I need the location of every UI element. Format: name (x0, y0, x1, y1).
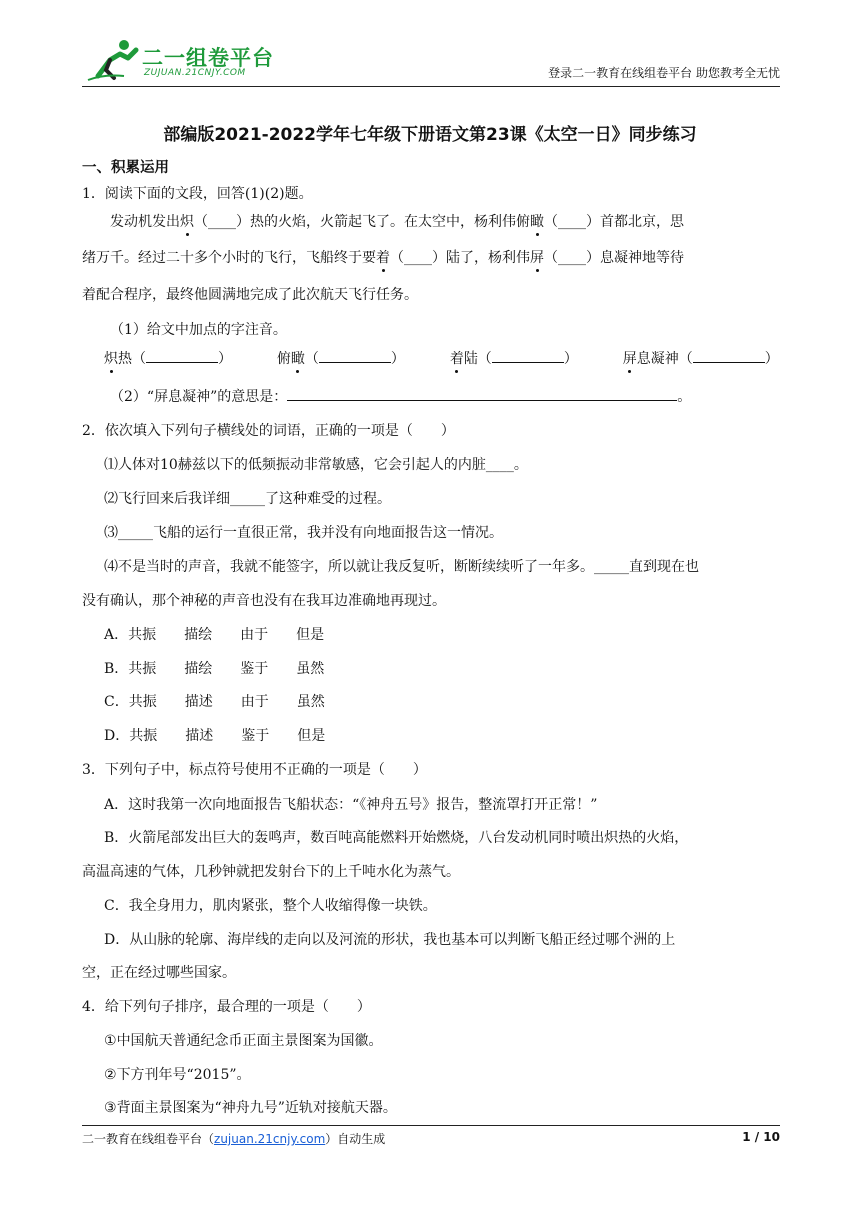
runner-logo-icon (84, 36, 140, 82)
q2-stem: 2．依次填入下列句子横线处的词语，正确的一项是（ ） (82, 423, 455, 439)
page-number: 1 / 10 (742, 1130, 780, 1144)
q1-passage-line2: 绪万千。经过二十多个小时的飞行，飞船终于要着（____）陆了，杨利伟屏（____）息凝神地等待 (82, 250, 684, 266)
pinyin-item-1: 炽热（ ） (104, 351, 232, 367)
q2-sentence-1: ⑴人体对10赫兹以下的低频振动非常敏感，它会引起人的内脏____。 (104, 457, 528, 473)
q1-passage-line1: 发动机发出炽（____）热的火焰，火箭起飞了。在太空中，杨利伟俯瞰（____）首都北京，思 (110, 214, 684, 230)
q1-answer-row (104, 348, 779, 369)
page-header (82, 36, 780, 87)
q3-option-b[interactable]: B．火箭尾部发出巨大的轰鸣声，数百吨高能燃料开始燃烧，八台发动机同时喷出炽热的火焰， (104, 830, 689, 846)
q2-sentence-4-cont: 没有确认，那个神秘的声音也没有在我耳边准确地再现过。 (82, 593, 446, 609)
q2-option-d[interactable]: D．共振 描述 鉴于 但是 (104, 728, 326, 744)
section-heading: 一、积累运用 (82, 160, 169, 176)
header-slogan: 登录二一教育在线组卷平台 助您教考全无忧 (548, 66, 780, 80)
q4-sentence-1: ①中国航天普通纪念币正面主景图案为国徽。 (104, 1033, 383, 1049)
q4-stem: 4．给下列句子排序，最合理的一项是（ ） (82, 999, 371, 1015)
q3-option-d-cont: 空，正在经过哪些国家。 (82, 965, 236, 981)
footer-link[interactable]: zujuan.21cnjy.com (214, 1132, 326, 1146)
pinyin-item-2: 俯瞰（ ） (277, 351, 405, 367)
q4-sentence-3: ③背面主景图案为“神舟九号”近轨对接航天器。 (104, 1100, 397, 1116)
q2-option-b[interactable]: B．共振 描绘 鉴于 虽然 (104, 661, 325, 677)
q3-stem: 3．下列句子中，标点符号使用不正确的一项是（ ） (82, 762, 427, 778)
q2-sentence-2: ⑵飞行回来后我详细_____了这种难受的过程。 (104, 491, 391, 507)
page-title: 部编版2021-2022学年七年级下册语文第23课《太空一日》同步练习 (163, 125, 697, 145)
q2-sentence-4: ⑷不是当时的声音，我就不能签字，所以就让我反复听，断断续续听了一年多。_____直到现在也 (104, 559, 699, 575)
page-footer (82, 1125, 780, 1148)
q1-stem: 1．阅读下面的文段，回答(1)(2)题。 (82, 186, 313, 202)
q3-option-d[interactable]: D．从山脉的轮廓、海岸线的走向以及河流的形状，我也基本可以判断飞船正经过哪个洲的上 (104, 932, 676, 948)
q2-option-c[interactable]: C．共振 描述 由于 虽然 (104, 694, 325, 710)
answer-blank[interactable] (146, 348, 218, 363)
logo-text-en: ZUJUAN.21CNJY.COM (144, 68, 246, 78)
pinyin-item-4: 屏息凝神（ ） (623, 351, 779, 367)
q1-sub1: （1）给文中加点的字注音。 (110, 322, 287, 338)
q3-option-c[interactable]: C．我全身用力，肌肉紧张，整个人收缩得像一块铁。 (104, 898, 437, 914)
answer-blank[interactable] (492, 348, 564, 363)
q3-option-b-cont: 高温高速的气体，几秒钟就把发射台下的上千吨水化为蒸气。 (82, 864, 460, 880)
footer-source: 二一教育在线组卷平台（zujuan.21cnjy.com）自动生成 (82, 1132, 386, 1146)
site-logo[interactable] (84, 36, 284, 82)
q4-sentence-2: ②下方刊年号“2015”。 (104, 1067, 251, 1083)
answer-blank[interactable] (693, 348, 765, 363)
pinyin-item-3: 着陆（ ） (450, 351, 578, 367)
q1-passage-line3: 着配合程序，最终他圆满地完成了此次航天飞行任务。 (82, 287, 418, 303)
answer-blank[interactable] (319, 348, 391, 363)
q2-sentence-3: ⑶_____飞船的运行一直很正常，我并没有向地面报告这一情况。 (104, 525, 503, 541)
answer-blank-long[interactable] (287, 386, 677, 401)
logo-text-cn: 二一组卷平台 (142, 46, 274, 70)
q3-option-a[interactable]: A．这时我第一次向地面报告飞船状态：“《神舟五号》报告，整流罩打开正常！” (104, 797, 598, 813)
q1-sub2: （2）“屏息凝神”的意思是： 。 (110, 386, 691, 407)
q2-option-a[interactable]: A．共振 描绘 由于 但是 (104, 627, 325, 643)
